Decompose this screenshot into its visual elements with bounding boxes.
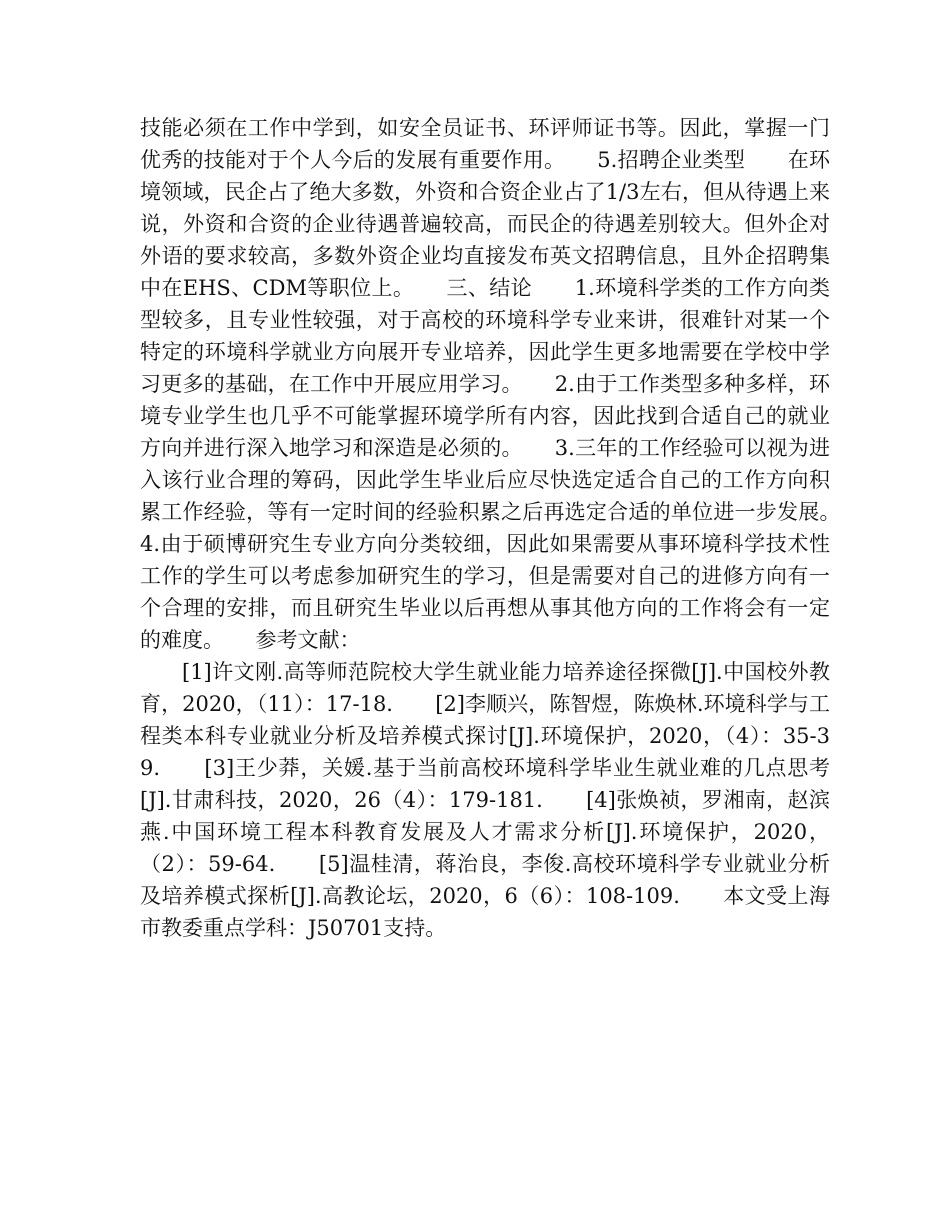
body-paragraph: 技能必须在工作中学到，如安全员证书、环评师证书等。因此，掌握一门优秀的技能对于个人今后的发展有重要作用。 5.招聘企业类型 在环境领域，民企占了绝大多数，外资和合资企业占了1/3左右，但从待遇上来说，外资和合资的企业待遇普遍较高，而民企的待遇差别较大。但外企对外语的要求较高，多数外资企业均直接发布英文招聘信息，且外企招聘集中在EHS、CDM等职位上。 三、结论 1.环境科学类的工作方向类型较多，且专业性较强，对于高校的环境科学专业来讲，很难针对某一个特定的环境科学就业方向展开专业培养，因此学生更多地需要在学校中学习更多的基础，在工作中开展应用学习。 2.由于工作类型多种多样，环境专业学生也几乎不可能掌握环境学所有内容，因此找到合适自己的就业方向并进行深入地学习和深造是必须的。 3.三年的工作经验可以视为进入该行业合理的筹码，因此学生毕业后应尽快选定适合自己的工作方向积累工作经验，等有一定时间的经验积累之后再选定合适的单位进一步发展。 4.由于硕博研究生专业方向分类较细，因此如果需要从事环境科学技术性工作的学生可以考虑参加研究生的学习，但是需要对自己的进修方向有一个合理的安排，而且研究生毕业以后再想从事其他方向的工作将会有一定的难度。 参考文献： [140,116,872,652]
references-paragraph: [1]许文刚.高等师范院校大学生就业能力培养途径探微[J].中国校外教育，2020，（11）：17-18. [2]李顺兴，陈智煜，陈焕林.环境科学与工程类本科专业就业分析及培养模式探讨[J].环境保护，2020，（4）：35-39. [3]王少莽，关媛.基于当前高校环境科学毕业生就业难的几点思考[J].甘肃科技，2020，26（4）：179-181. [4]张焕祯，罗湘南，赵滨燕.中国环境工程本科教育发展及人才需求分析[J].环境保护，2020，（2）：59-64. [5]温桂清，蒋治良，李俊.高校环境科学专业就业分析及培养模式探析[J].高教论坛，2020，6（6）：108-109. 本文受上海市教委重点学科：J50701支持。 [140,660,830,940]
document-body [140,112,872,944]
